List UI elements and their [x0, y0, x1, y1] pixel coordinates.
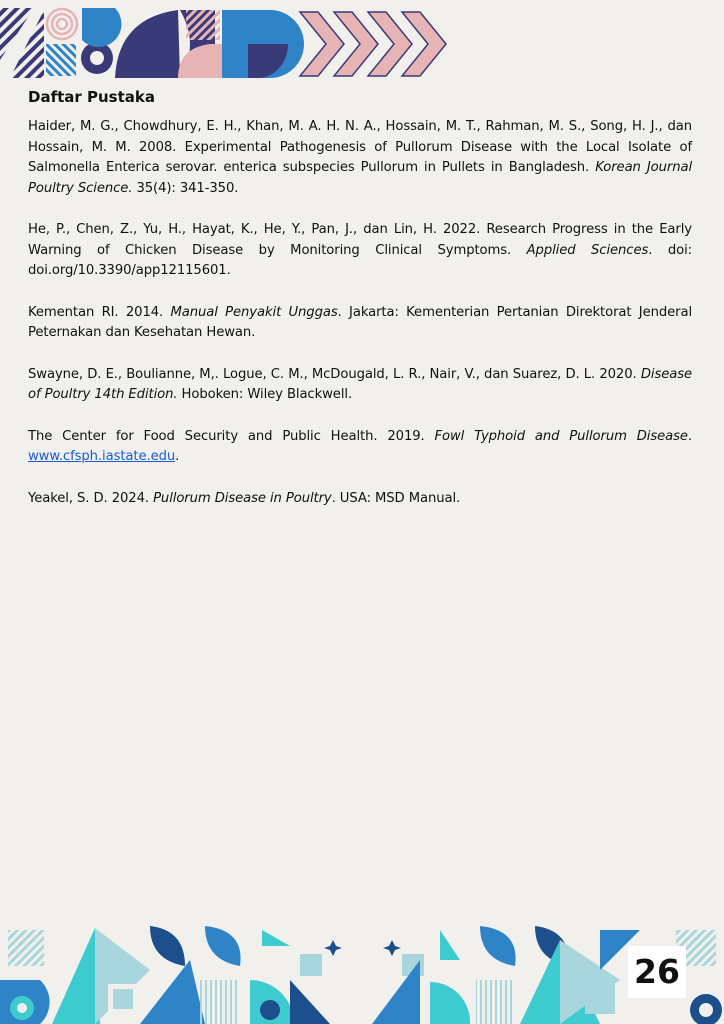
- reference-item: Swayne, D. E., Boulianne, M,. Logue, C. M., McDougald, L. R., Nair, V., dan Suarez, D. L. 2020. Disease of Poultry 14th Edition. Hoboken: Wiley Blackwell.: [28, 366, 692, 402]
- sparkle-icon: [383, 940, 401, 956]
- reference-item: He, P., Chen, Z., Yu, H., Hayat, K., He, Y., Pan, J., dan Lin, H. 2022. Research Progress in the Early Warning of Chicken Disease by Monitoring Clinical Symptoms. Applied Sciences. doi: doi.org/10.3390/app12115601.: [28, 222, 692, 278]
- page-number: 26: [628, 946, 686, 998]
- navy-stripes-shape: [0, 8, 44, 78]
- reference-list: [28, 117, 692, 530]
- navy-leaf-shape: [115, 10, 180, 78]
- reference-item: Kementan RI. 2014. Manual Penyakit Unggas. Jakarta: Kementerian Pertanian Direktorat Jenderal Peternakan dan Kesehatan Hewan.: [28, 304, 693, 340]
- teal-stripe-square: [8, 930, 44, 966]
- page-title: Daftar Pustaka: [28, 88, 156, 106]
- reference-item: Yeakel, S. D. 2024. Pullorum Disease in Poultry. USA: MSD Manual.: [28, 490, 461, 506]
- blue-quarter-shape: [82, 8, 121, 47]
- reference-item: The Center for Food Security and Public Health. 2019. Fowl Typhoid and Pullorum Disease. www.cfsph.iastate.edu.: [28, 428, 692, 464]
- bottom-decoration: [0, 920, 724, 1024]
- pink-chevrons: [300, 12, 446, 76]
- sparkle-icon: [324, 940, 342, 956]
- vertical-lines-block: [200, 980, 238, 1024]
- top-decoration: [0, 0, 724, 80]
- leaf-shape: [150, 926, 185, 966]
- reference-item: Haider, M. G., Chowdhury, E. H., Khan, M. A. H. N. A., Hossain, M. T., Rahman, M. S., Song, H. J., dan Hossain, M. M. 2008. Experimental Pathogenesis of Pullorum Disease with the Local Isolate of Salmonella Enterica serovar. enterica subspecies Pullorum in Pullets in Bangladesh. Korean Journal Poultry Science. 35(4): 341-350.: [28, 119, 693, 196]
- concentric-circles-shape: [47, 9, 77, 39]
- pink-stripe-square: [186, 10, 220, 40]
- blue-stripe-square: [46, 44, 76, 76]
- cfsph-link[interactable]: www.cfsph.iastate.edu: [28, 449, 176, 464]
- teal-triangle: [52, 928, 100, 1024]
